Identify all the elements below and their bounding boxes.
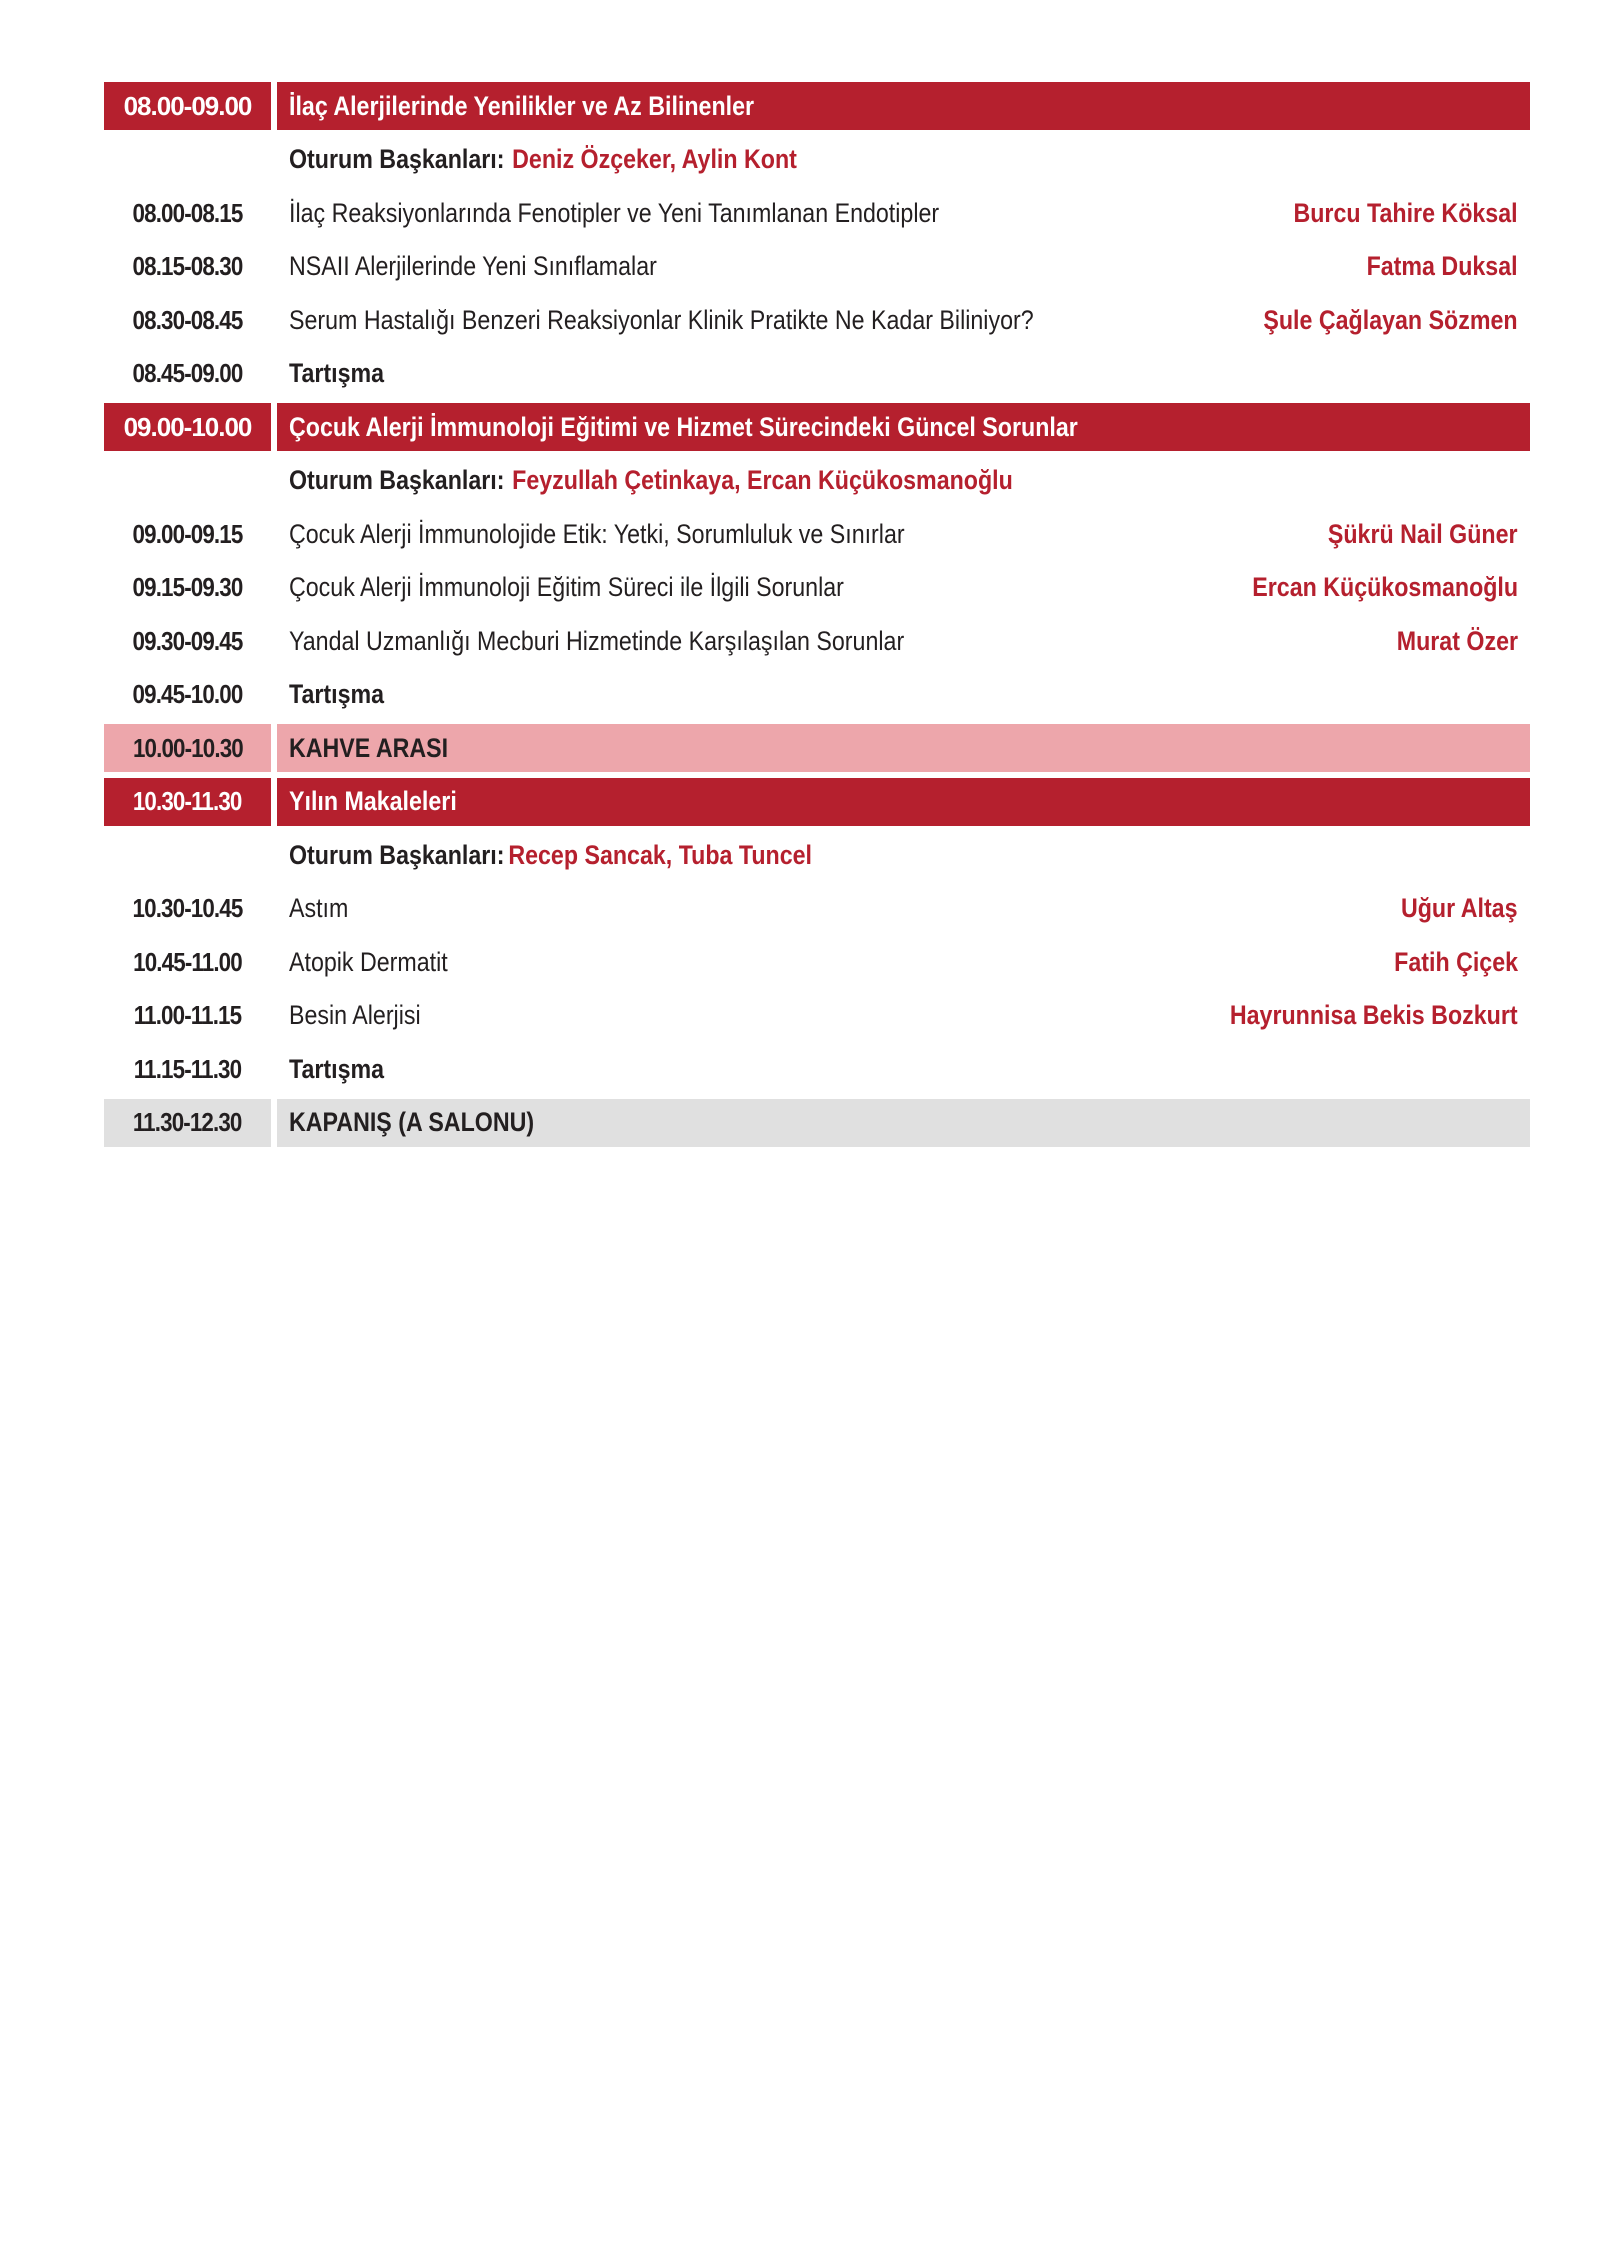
discussion-row <box>104 1045 1530 1093</box>
session-header <box>104 82 1530 130</box>
closing-label: KAPANIŞ (A SALONU) <box>289 1107 535 1137</box>
closing-row <box>104 1099 1530 1147</box>
chairs-names: Recep Sancak, Tuba Tuncel <box>508 839 813 870</box>
talk-time: 10.30-10.45 <box>132 893 243 923</box>
speaker-name: Burcu Tahire Köksal <box>1293 197 1518 228</box>
chairs-label: Oturum Başkanları: <box>289 465 505 495</box>
talk-title: Yandal Uzmanlığı Mecburi Hizmetinde Karşılaşılan Sorunlar <box>289 625 905 656</box>
program-schedule <box>104 82 1530 1152</box>
session-header <box>104 778 1530 826</box>
chairs-label: Oturum Başkanları: <box>289 144 505 174</box>
chairs-row <box>104 457 1530 505</box>
talk-row <box>104 243 1530 291</box>
speaker-name: Şükrü Nail Güner <box>1328 518 1518 549</box>
talk-title: Serum Hastalığı Benzeri Reaksiyonlar Klinik Pratikte Ne Kadar Biliniyor? <box>289 304 1034 335</box>
talk-time: 09.15-09.30 <box>132 572 243 602</box>
speaker-name: Ercan Küçükosmanoğlu <box>1252 572 1518 602</box>
discussion-time: 08.45-09.00 <box>132 358 243 388</box>
discussion-time: 09.45-10.00 <box>132 679 243 709</box>
talk-row <box>104 564 1530 612</box>
discussion-label: Tartışma <box>289 1053 385 1084</box>
talk-row <box>104 189 1530 237</box>
speaker-name: Fatma Duksal <box>1367 251 1518 281</box>
speaker-name: Fatih Çiçek <box>1394 946 1518 977</box>
discussion-time: 11.15-11.30 <box>133 1053 242 1084</box>
talk-row <box>104 617 1530 665</box>
discussion-label: Tartışma <box>289 679 385 709</box>
talk-title: İlaç Reaksiyonlarında Fenotipler ve Yeni Tanımlanan Endotipler <box>289 197 940 228</box>
speaker-name: Şule Çağlayan Sözmen <box>1263 304 1518 335</box>
session-title: Yılın Makaleleri <box>289 786 457 816</box>
chairs-label: Oturum Başkanları: <box>289 839 505 870</box>
break-label: KAHVE ARASI <box>289 732 449 763</box>
closing-time: 11.30-12.30 <box>104 1099 271 1147</box>
talk-title: Atopik Dermatit <box>289 946 448 977</box>
talk-time: 09.00-09.15 <box>132 518 243 549</box>
discussion-label: Tartışma <box>289 358 385 388</box>
session-time: 08.00-09.00 <box>104 82 271 130</box>
talk-time: 10.45-11.00 <box>133 946 242 977</box>
break-time: 10.00-10.30 <box>104 724 271 772</box>
talk-row <box>104 885 1530 933</box>
talk-row <box>104 992 1530 1040</box>
discussion-row <box>104 350 1530 398</box>
talk-row <box>104 296 1530 344</box>
session-title: İlaç Alerjilerinde Yenilikler ve Az Bilinenler <box>289 90 755 121</box>
session-time: 10.30-11.30 <box>104 778 271 826</box>
coffee-break-row <box>104 724 1530 772</box>
session-time: 09.00-10.00 <box>104 403 271 451</box>
talk-time: 08.15-08.30 <box>132 251 243 281</box>
speaker-name: Uğur Altaş <box>1401 893 1518 923</box>
talk-title: Çocuk Alerji İmmunoloji Eğitim Süreci ile İlgili Sorunlar <box>289 572 844 602</box>
discussion-row <box>104 671 1530 719</box>
talk-title: Çocuk Alerji İmmunolojide Etik: Yetki, Sorumluluk ve Sınırlar <box>289 518 905 549</box>
chairs-row <box>104 831 1530 879</box>
talk-time: 08.30-08.45 <box>132 304 243 335</box>
talk-title: Besin Alerjisi <box>289 1000 421 1030</box>
chairs-names: Feyzullah Çetinkaya, Ercan Küçükosmanoğlu <box>512 465 1013 495</box>
talk-time: 08.00-08.15 <box>132 197 243 228</box>
talk-title: NSAII Alerjilerinde Yeni Sınıflamalar <box>289 251 657 281</box>
chairs-names: Deniz Özçeker, Aylin Kont <box>512 144 797 174</box>
speaker-name: Hayrunnisa Bekis Bozkurt <box>1230 1000 1518 1030</box>
talk-row <box>104 510 1530 558</box>
session-title: Çocuk Alerji İmmunoloji Eğitimi ve Hizmet Sürecindeki Güncel Sorunlar <box>289 411 1078 442</box>
talk-title: Astım <box>289 893 349 923</box>
talk-time: 09.30-09.45 <box>132 625 243 656</box>
session-header <box>104 403 1530 451</box>
talk-time: 11.00-11.15 <box>133 1000 242 1030</box>
chairs-row <box>104 136 1530 184</box>
talk-row <box>104 938 1530 986</box>
speaker-name: Murat Özer <box>1396 625 1518 656</box>
